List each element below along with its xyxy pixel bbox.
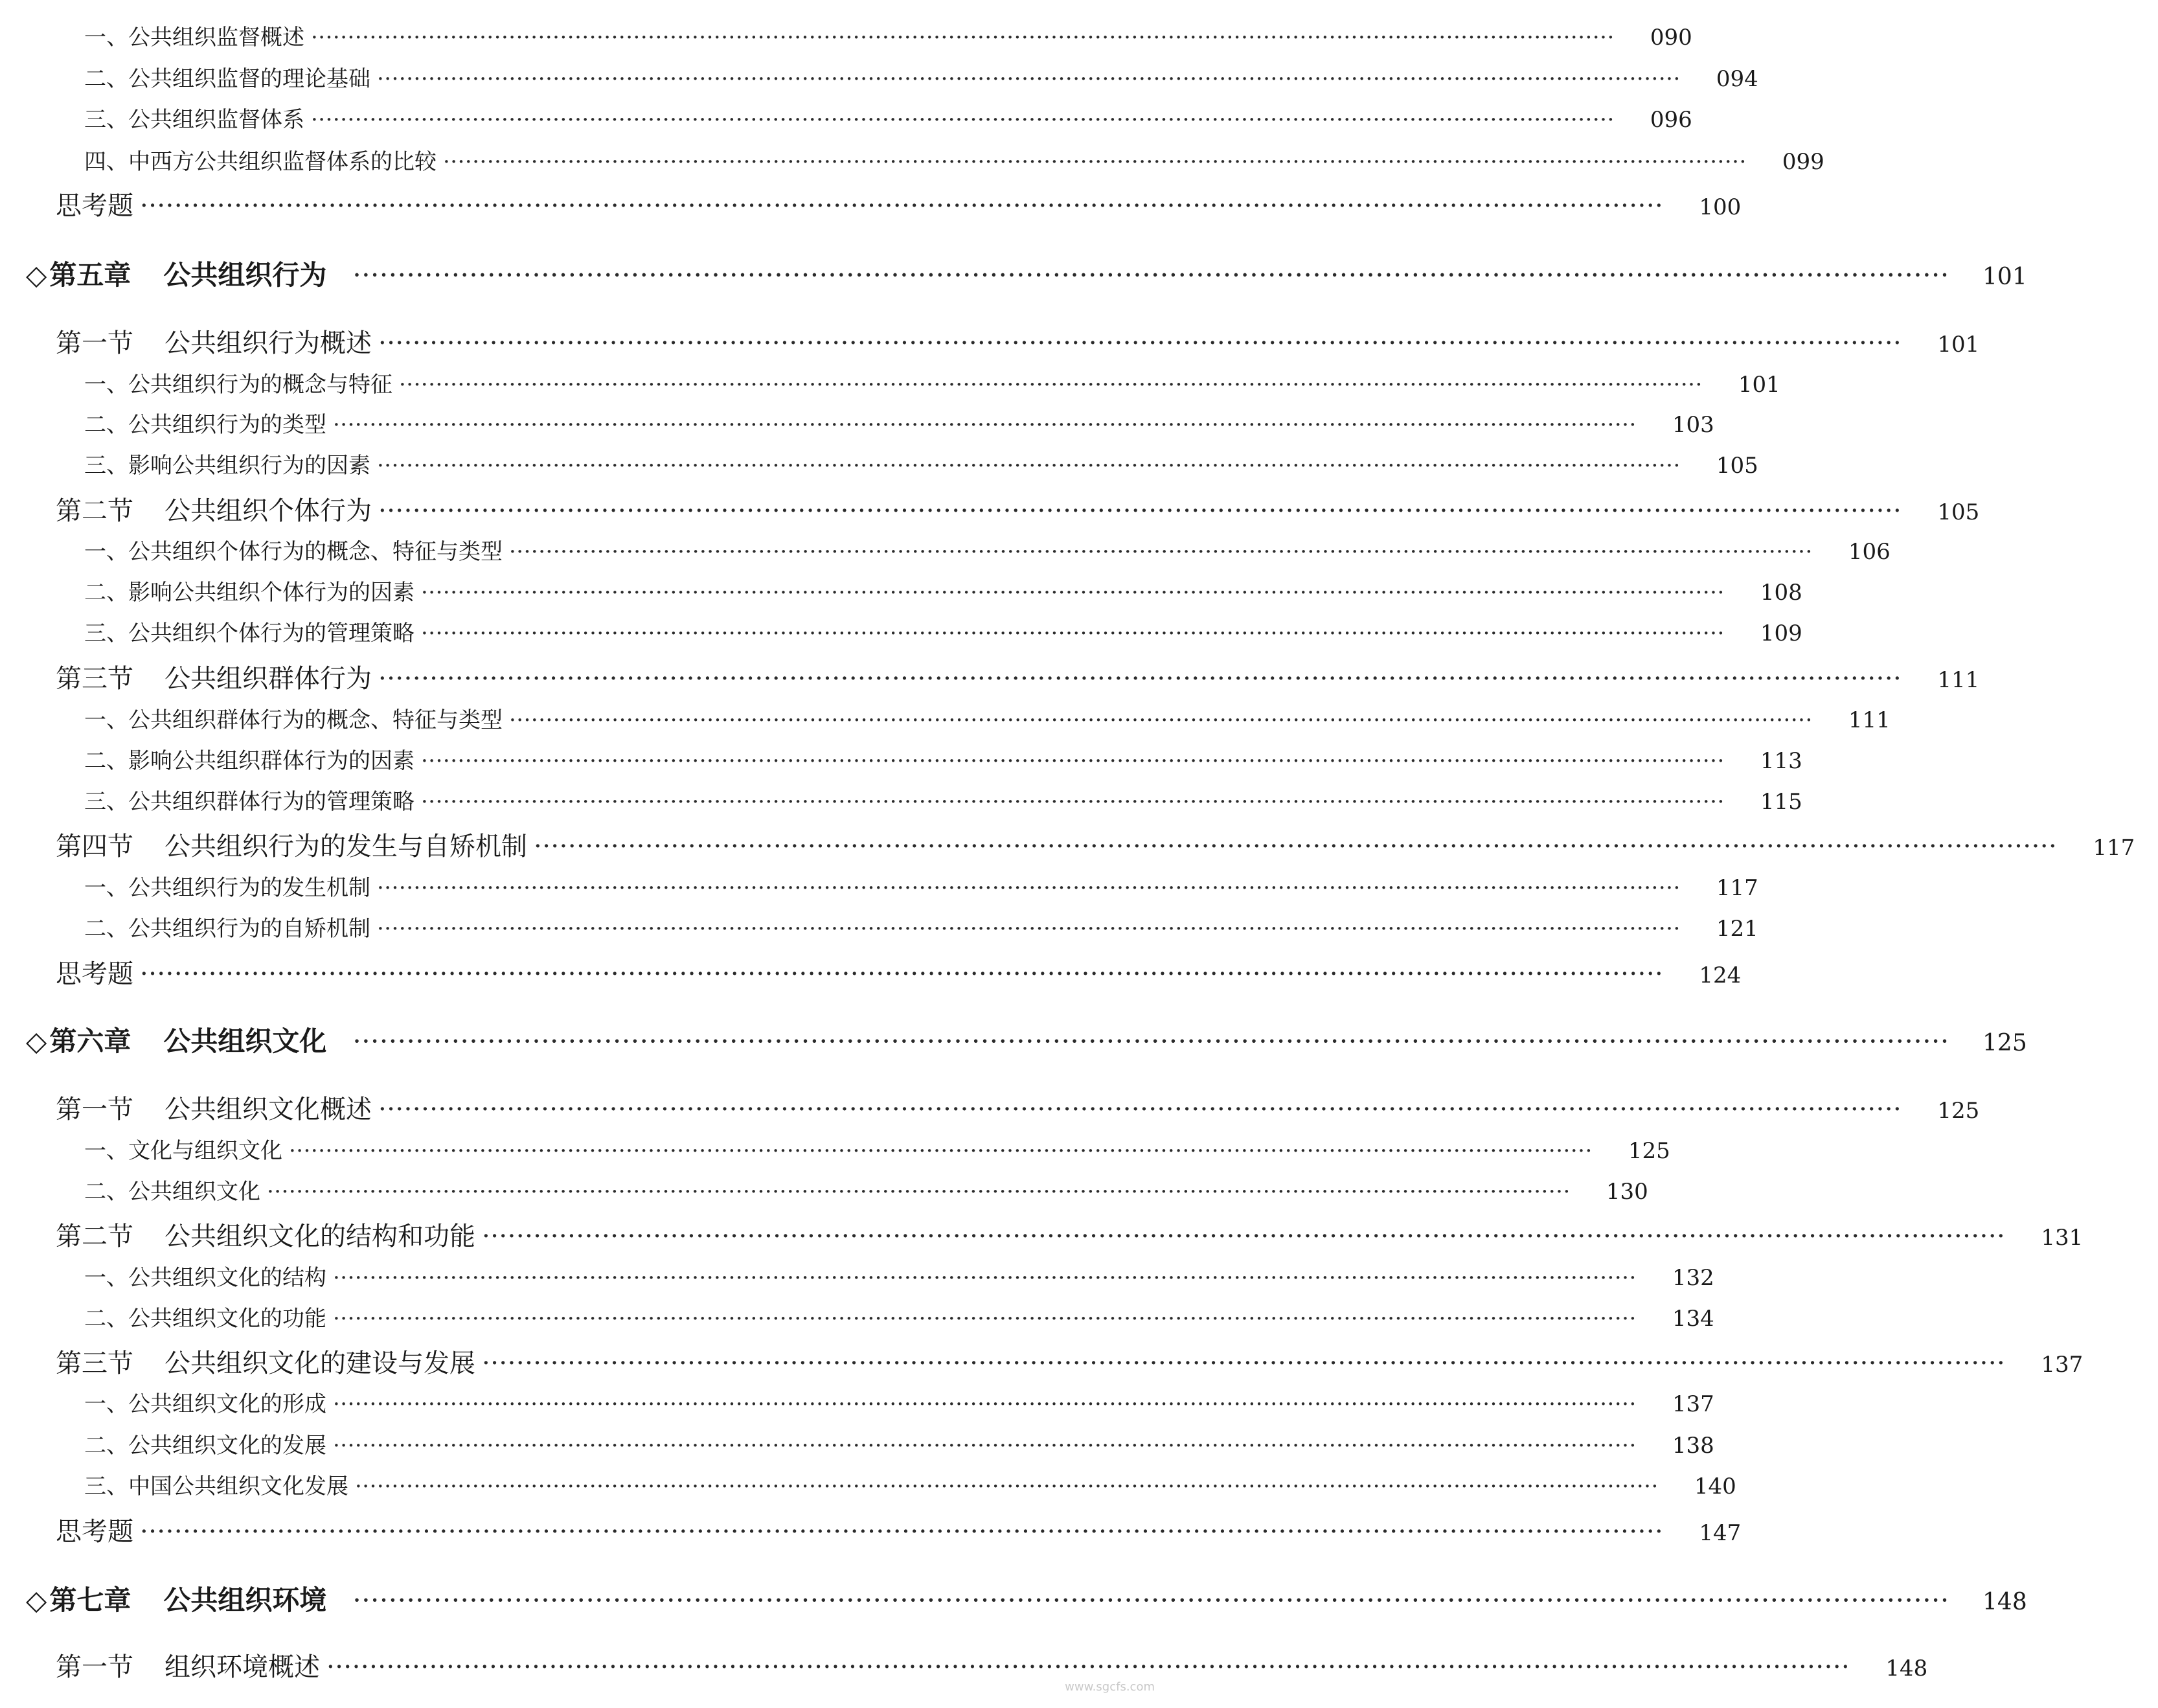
toc-entry-title (0, 911, 370, 942)
toc-entry-chapter[interactable] (0, 1579, 2027, 1618)
page-number: 137 (2041, 1352, 2084, 1378)
page-number: 113 (1760, 748, 1802, 774)
chapter-number: 第五章 (49, 259, 131, 291)
toc-entry-title (0, 953, 133, 990)
entry-label: 二、公共组织行为的自矫机制 (84, 916, 370, 942)
toc-entry-sub[interactable] (0, 784, 1802, 815)
page-number: 125 (1937, 1098, 1980, 1124)
page-number: 140 (1694, 1474, 1736, 1499)
page-number: 115 (1760, 789, 1802, 815)
page-number: 108 (1760, 580, 1802, 606)
page-number: 103 (1672, 412, 1714, 438)
dot-leader: ·················································································································································································· (140, 959, 1664, 989)
toc-entry-title (0, 658, 372, 695)
toc-entry-title (0, 1020, 326, 1059)
toc-entry-title (0, 534, 503, 565)
page-number: 117 (2093, 835, 2135, 861)
toc-entry-title (0, 784, 415, 815)
dot-leader: ·················································································································································································· (289, 1138, 1593, 1164)
page-number: 124 (1699, 962, 1742, 988)
toc-entry-title (0, 448, 370, 479)
diamond-icon: ◇ (26, 259, 47, 291)
entry-label: 二、公共组织行为的类型 (84, 412, 326, 438)
entry-label: 一、文化与组织文化 (84, 1138, 282, 1164)
diamond-icon: ◇ (26, 1584, 47, 1616)
toc-entry-title (0, 1133, 282, 1165)
diamond-icon: ◇ (26, 1025, 47, 1057)
entry-label: 二、影响公共组织个体行为的因素 (84, 580, 415, 606)
dot-leader: ·················································································································································································· (534, 832, 2058, 861)
entry-label: 三、公共组织个体行为的管理策略 (84, 621, 415, 646)
toc-entry-sub[interactable] (0, 1133, 1670, 1165)
dot-leader: ·················································································································································································· (378, 496, 1902, 526)
section-number: 第一节 (56, 1652, 133, 1682)
entry-label: 组织环境概述 (165, 1652, 320, 1682)
dot-leader: ·················································································································································································· (509, 539, 1813, 565)
dot-leader: ·················································································································································································· (333, 1391, 1637, 1417)
toc-entry-sub[interactable] (0, 367, 1780, 398)
toc-entry-title (0, 743, 415, 775)
page-number: 111 (1937, 667, 1980, 693)
toc-entry-title (0, 407, 326, 438)
dot-leader: ·················································································································································································· (311, 107, 1615, 133)
toc-entry-sub[interactable] (0, 702, 1891, 734)
toc-entry-section[interactable] (0, 658, 1980, 695)
entry-label: 公共组织文化 (163, 1025, 327, 1057)
toc-entry-title (0, 61, 370, 93)
toc-entry-section[interactable] (0, 826, 2135, 863)
entry-label: 一、公共组织群体行为的概念、特征与类型 (84, 707, 503, 733)
toc-entry-title (0, 185, 133, 222)
entry-label: 二、公共组织文化的发展 (84, 1433, 326, 1459)
dot-leader: ·················································································································································································· (509, 707, 1813, 733)
dot-leader: ·················································································································································································· (378, 664, 1902, 694)
entry-label: 公共组织环境 (163, 1584, 327, 1616)
toc-entry-title (0, 367, 392, 398)
toc-entry-sub[interactable] (0, 144, 1824, 176)
entry-label: 公共组织文化的结构和功能 (165, 1222, 475, 1251)
section-number: 第二节 (56, 496, 133, 526)
toc-entry-section[interactable] (0, 1343, 2084, 1380)
toc-entry-sub[interactable] (0, 448, 1758, 479)
toc-entry-title (0, 1468, 348, 1500)
page-number: 111 (1848, 707, 1891, 733)
toc-entry-title (0, 1301, 326, 1332)
page-number: 099 (1782, 149, 1824, 175)
toc-entry-title (0, 1089, 372, 1126)
dot-leader: ·················································································································································································· (352, 259, 1949, 291)
toc-entry-sub[interactable] (0, 407, 1714, 438)
toc-entry-title (0, 702, 503, 734)
toc-entry-title (0, 490, 372, 527)
toc-entry-sub[interactable] (0, 1260, 1714, 1292)
section-number: 第四节 (56, 832, 133, 861)
page-number: 125 (1982, 1030, 2027, 1056)
entry-label: 公共组织文化概述 (165, 1095, 372, 1124)
dot-leader: ·················································································································································································· (352, 1584, 1949, 1616)
page-number: 131 (2041, 1225, 2084, 1251)
dot-leader: ·················································································································································································· (377, 453, 1681, 479)
page-number: 105 (1716, 453, 1758, 479)
entry-label: 思考题 (56, 191, 133, 221)
dot-leader: ·················································································································································································· (421, 580, 1725, 606)
toc-entry-sub[interactable] (0, 1386, 1714, 1418)
toc-entry-sub[interactable] (0, 102, 1692, 133)
entry-label: 一、公共组织监督概述 (84, 25, 304, 51)
toc-entry-sub[interactable] (0, 743, 1802, 775)
toc-entry-chapter[interactable] (0, 254, 2027, 293)
dot-leader: ·················································································································································································· (482, 1222, 2006, 1251)
page-number: 134 (1672, 1306, 1714, 1332)
entry-label: 三、影响公共组织行为的因素 (84, 453, 370, 479)
entry-label: 思考题 (56, 1517, 133, 1547)
entry-label: 一、公共组织行为的概念与特征 (84, 372, 392, 398)
dot-leader: ·················································································································································································· (267, 1179, 1571, 1205)
entry-label: 一、公共组织个体行为的概念、特征与类型 (84, 539, 503, 565)
toc-entry-sub[interactable] (0, 1468, 1736, 1500)
dot-leader: ·················································································································································································· (377, 916, 1681, 942)
chapter-number: 第六章 (49, 1025, 131, 1057)
dot-leader: ·················································································································································································· (140, 1517, 1664, 1547)
toc-entry-title (0, 826, 527, 863)
entry-label: 一、公共组织行为的发生机制 (84, 875, 370, 901)
chapter-number: 第七章 (49, 1584, 131, 1616)
toc-entry-title (0, 575, 415, 606)
page-number: 121 (1716, 916, 1758, 942)
toc-entry-think[interactable] (0, 1511, 1742, 1548)
page-number: 105 (1937, 499, 1980, 525)
page-number: 090 (1650, 25, 1692, 51)
dot-leader: ·················································································································································································· (421, 748, 1725, 774)
toc-entry-sub[interactable] (0, 870, 1758, 902)
entry-label: 二、影响公共组织群体行为的因素 (84, 748, 415, 774)
dot-leader: ·················································································································································································· (352, 1025, 1949, 1057)
dot-leader: ·················································································································································································· (482, 1349, 2006, 1378)
entry-label: 一、公共组织文化的结构 (84, 1265, 326, 1291)
dot-leader: ·················································································································································································· (377, 66, 1681, 92)
section-number: 第二节 (56, 1222, 133, 1251)
toc-entry-sub[interactable] (0, 1428, 1714, 1459)
toc-entry-title (0, 254, 326, 293)
page-number: 094 (1716, 66, 1758, 92)
toc-entry-title (0, 144, 437, 176)
toc-entry-section[interactable] (0, 1646, 1928, 1683)
entry-label: 公共组织个体行为 (165, 496, 372, 526)
page-number: 106 (1848, 539, 1891, 565)
page-number: 148 (1885, 1656, 1928, 1681)
toc-entry-title (0, 1386, 326, 1418)
section-number: 第三节 (56, 1349, 133, 1378)
dot-leader: ·················································································································································································· (399, 372, 1703, 398)
toc-entry-title (0, 323, 372, 359)
toc-entry-sub[interactable] (0, 534, 1891, 565)
dot-leader: ·················································································································································································· (378, 1095, 1902, 1124)
page-number: 109 (1760, 621, 1802, 646)
entry-label: 公共组织行为概述 (165, 328, 372, 358)
page-number: 100 (1699, 194, 1742, 220)
toc-entry-title (0, 870, 370, 902)
toc-entry-title (0, 19, 304, 51)
dot-leader: ·················································································································································································· (326, 1652, 1850, 1682)
entry-label: 思考题 (56, 959, 133, 989)
watermark: www.sgcfs.com (1065, 1680, 1155, 1694)
toc-entry-title (0, 1260, 326, 1292)
toc-entry-title (0, 1428, 326, 1459)
toc-entry-title (0, 1343, 475, 1380)
toc-entry-section[interactable] (0, 1216, 2084, 1253)
toc-entry-title (0, 615, 415, 647)
dot-leader: ·················································································································································································· (378, 328, 1902, 358)
toc-entry-sub[interactable] (0, 1301, 1714, 1332)
toc-entry-sub[interactable] (0, 1174, 1648, 1205)
section-number: 第三节 (56, 664, 133, 694)
page-number: 101 (1982, 264, 2027, 290)
page-number: 101 (1738, 372, 1780, 398)
dot-leader: ·················································································································································································· (421, 621, 1725, 646)
toc-entry-title (0, 1511, 133, 1548)
toc-entry-title (0, 1579, 326, 1618)
entry-label: 三、公共组织监督体系 (84, 107, 304, 133)
entry-label: 二、公共组织文化的功能 (84, 1306, 326, 1332)
entry-label: 四、中西方公共组织监督体系的比较 (84, 149, 437, 175)
entry-label: 公共组织行为的发生与自矫机制 (165, 832, 527, 861)
toc-entry-think[interactable] (0, 953, 1742, 990)
entry-label: 一、公共组织文化的形成 (84, 1391, 326, 1417)
page-number: 137 (1672, 1391, 1714, 1417)
toc-entry-chapter[interactable] (0, 1020, 2027, 1059)
entry-label: 公共组织行为 (163, 259, 327, 291)
page-number: 125 (1628, 1138, 1670, 1164)
page-number: 101 (1937, 332, 1980, 358)
section-number: 第一节 (56, 1095, 133, 1124)
toc-entry-sub[interactable] (0, 615, 1802, 647)
page-number: 148 (1982, 1589, 2027, 1615)
entry-label: 三、公共组织群体行为的管理策略 (84, 789, 415, 815)
dot-leader: ·················································································································································································· (333, 1433, 1637, 1459)
dot-leader: ·················································································································································································· (333, 1306, 1637, 1332)
page-number: 096 (1650, 107, 1692, 133)
entry-label: 三、中国公共组织文化发展 (84, 1474, 348, 1499)
toc-entry-title (0, 1216, 475, 1253)
toc-entry-section[interactable] (0, 490, 1980, 527)
page-number: 147 (1699, 1520, 1742, 1546)
dot-leader: ·················································································································································································· (421, 789, 1725, 815)
entry-label: 公共组织文化的建设与发展 (165, 1349, 475, 1378)
entry-label: 公共组织群体行为 (165, 664, 372, 694)
toc-entry-title (0, 1174, 260, 1205)
dot-leader: ·················································································································································································· (443, 149, 1747, 175)
page-number: 130 (1606, 1179, 1648, 1205)
page-number: 117 (1716, 875, 1758, 901)
toc-entry-sub[interactable] (0, 911, 1758, 942)
toc-entry-sub[interactable] (0, 575, 1802, 606)
section-number: 第一节 (56, 328, 133, 358)
dot-leader: ·················································································································································································· (333, 1265, 1637, 1291)
entry-label: 二、公共组织文化 (84, 1179, 260, 1205)
dot-leader: ·················································································································································································· (333, 412, 1637, 438)
page-number: 138 (1672, 1433, 1714, 1459)
page-number: 132 (1672, 1265, 1714, 1291)
dot-leader: ·················································································································································································· (311, 25, 1615, 51)
entry-label: 二、公共组织监督的理论基础 (84, 66, 370, 92)
dot-leader: ·················································································································································································· (355, 1474, 1659, 1499)
dot-leader: ·················································································································································································· (377, 875, 1681, 901)
toc-entry-sub[interactable] (0, 19, 1692, 51)
toc-entry-title (0, 102, 304, 133)
toc-entry-title (0, 1646, 320, 1683)
toc-entry-section[interactable] (0, 323, 1980, 359)
toc-entry-sub[interactable] (0, 61, 1758, 93)
dot-leader: ·················································································································································································· (140, 191, 1664, 221)
toc-entry-think[interactable] (0, 185, 1742, 222)
toc-entry-section[interactable] (0, 1089, 1980, 1126)
